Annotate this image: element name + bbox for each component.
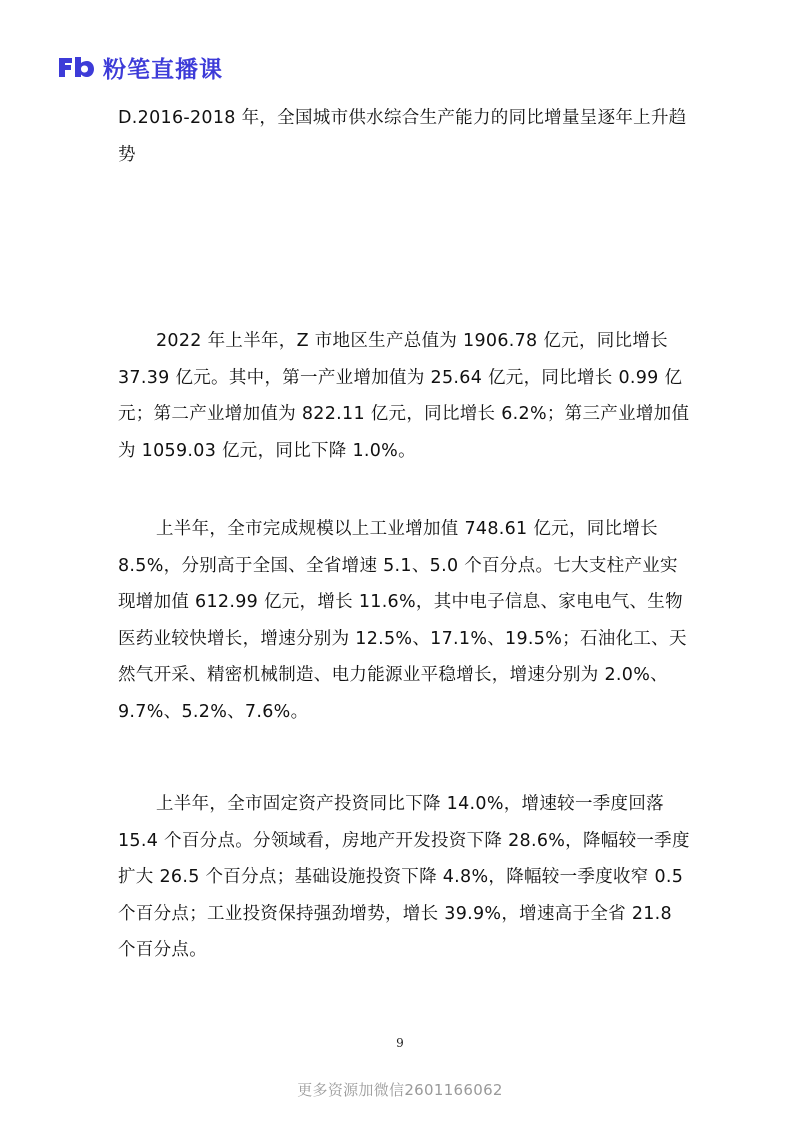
- brand-header: [57, 50, 223, 84]
- paragraph-industry: 上半年，全市完成规模以上工业增加值 748.61 亿元，同比增长 8.5%，分别高于全国、全省增速 5.1、5.0 个百分点。七大支柱产业实现增加值 612.99 亿元，增长 11.6%，其中电子信息、家电电气、生物医药业较快增长，增速分别为 12.5%、17.1%、19.5%；石油化工、天然气开采、精密机械制造、电力能源业平稳增长，增速分别为 2.0%、9.7%、5.2%、7.6%。: [118, 519, 687, 722]
- fenbi-logo-icon: [57, 55, 95, 79]
- option-d-text: D.2016-2018 年，全国城市供水综合生产能力的同比增量呈逐年上升趋势: [118, 108, 687, 165]
- paragraph-gdp: 2022 年上半年，Z 市地区生产总值为 1906.78 亿元，同比增长 37.39 亿元。其中，第一产业增加值为 25.64 亿元，同比增长 0.99 亿元；第二产业增加值为 822.11 亿元，同比增长 6.2%；第三产业增加值为 1059.03 亿元，同比下降 1.0%。: [118, 331, 690, 461]
- paragraph-investment: 上半年，全市固定资产投资同比下降 14.0%，增速较一季度回落 15.4 个百分点。分领域看，房地产开发投资下降 28.6%，降幅较一季度扩大 26.5 个百分点；基础设施投资下降 4.8%，降幅较一季度收窄 0.5 个百分点；工业投资保持强劲增势，增长 39.9%，增速高于全省 21.8 个百分点。: [118, 794, 690, 961]
- watermark-text: 更多资源加微信2601166062: [297, 1081, 503, 1099]
- brand-name: 粉笔直播课: [103, 56, 223, 83]
- page-number: 9: [396, 1036, 404, 1050]
